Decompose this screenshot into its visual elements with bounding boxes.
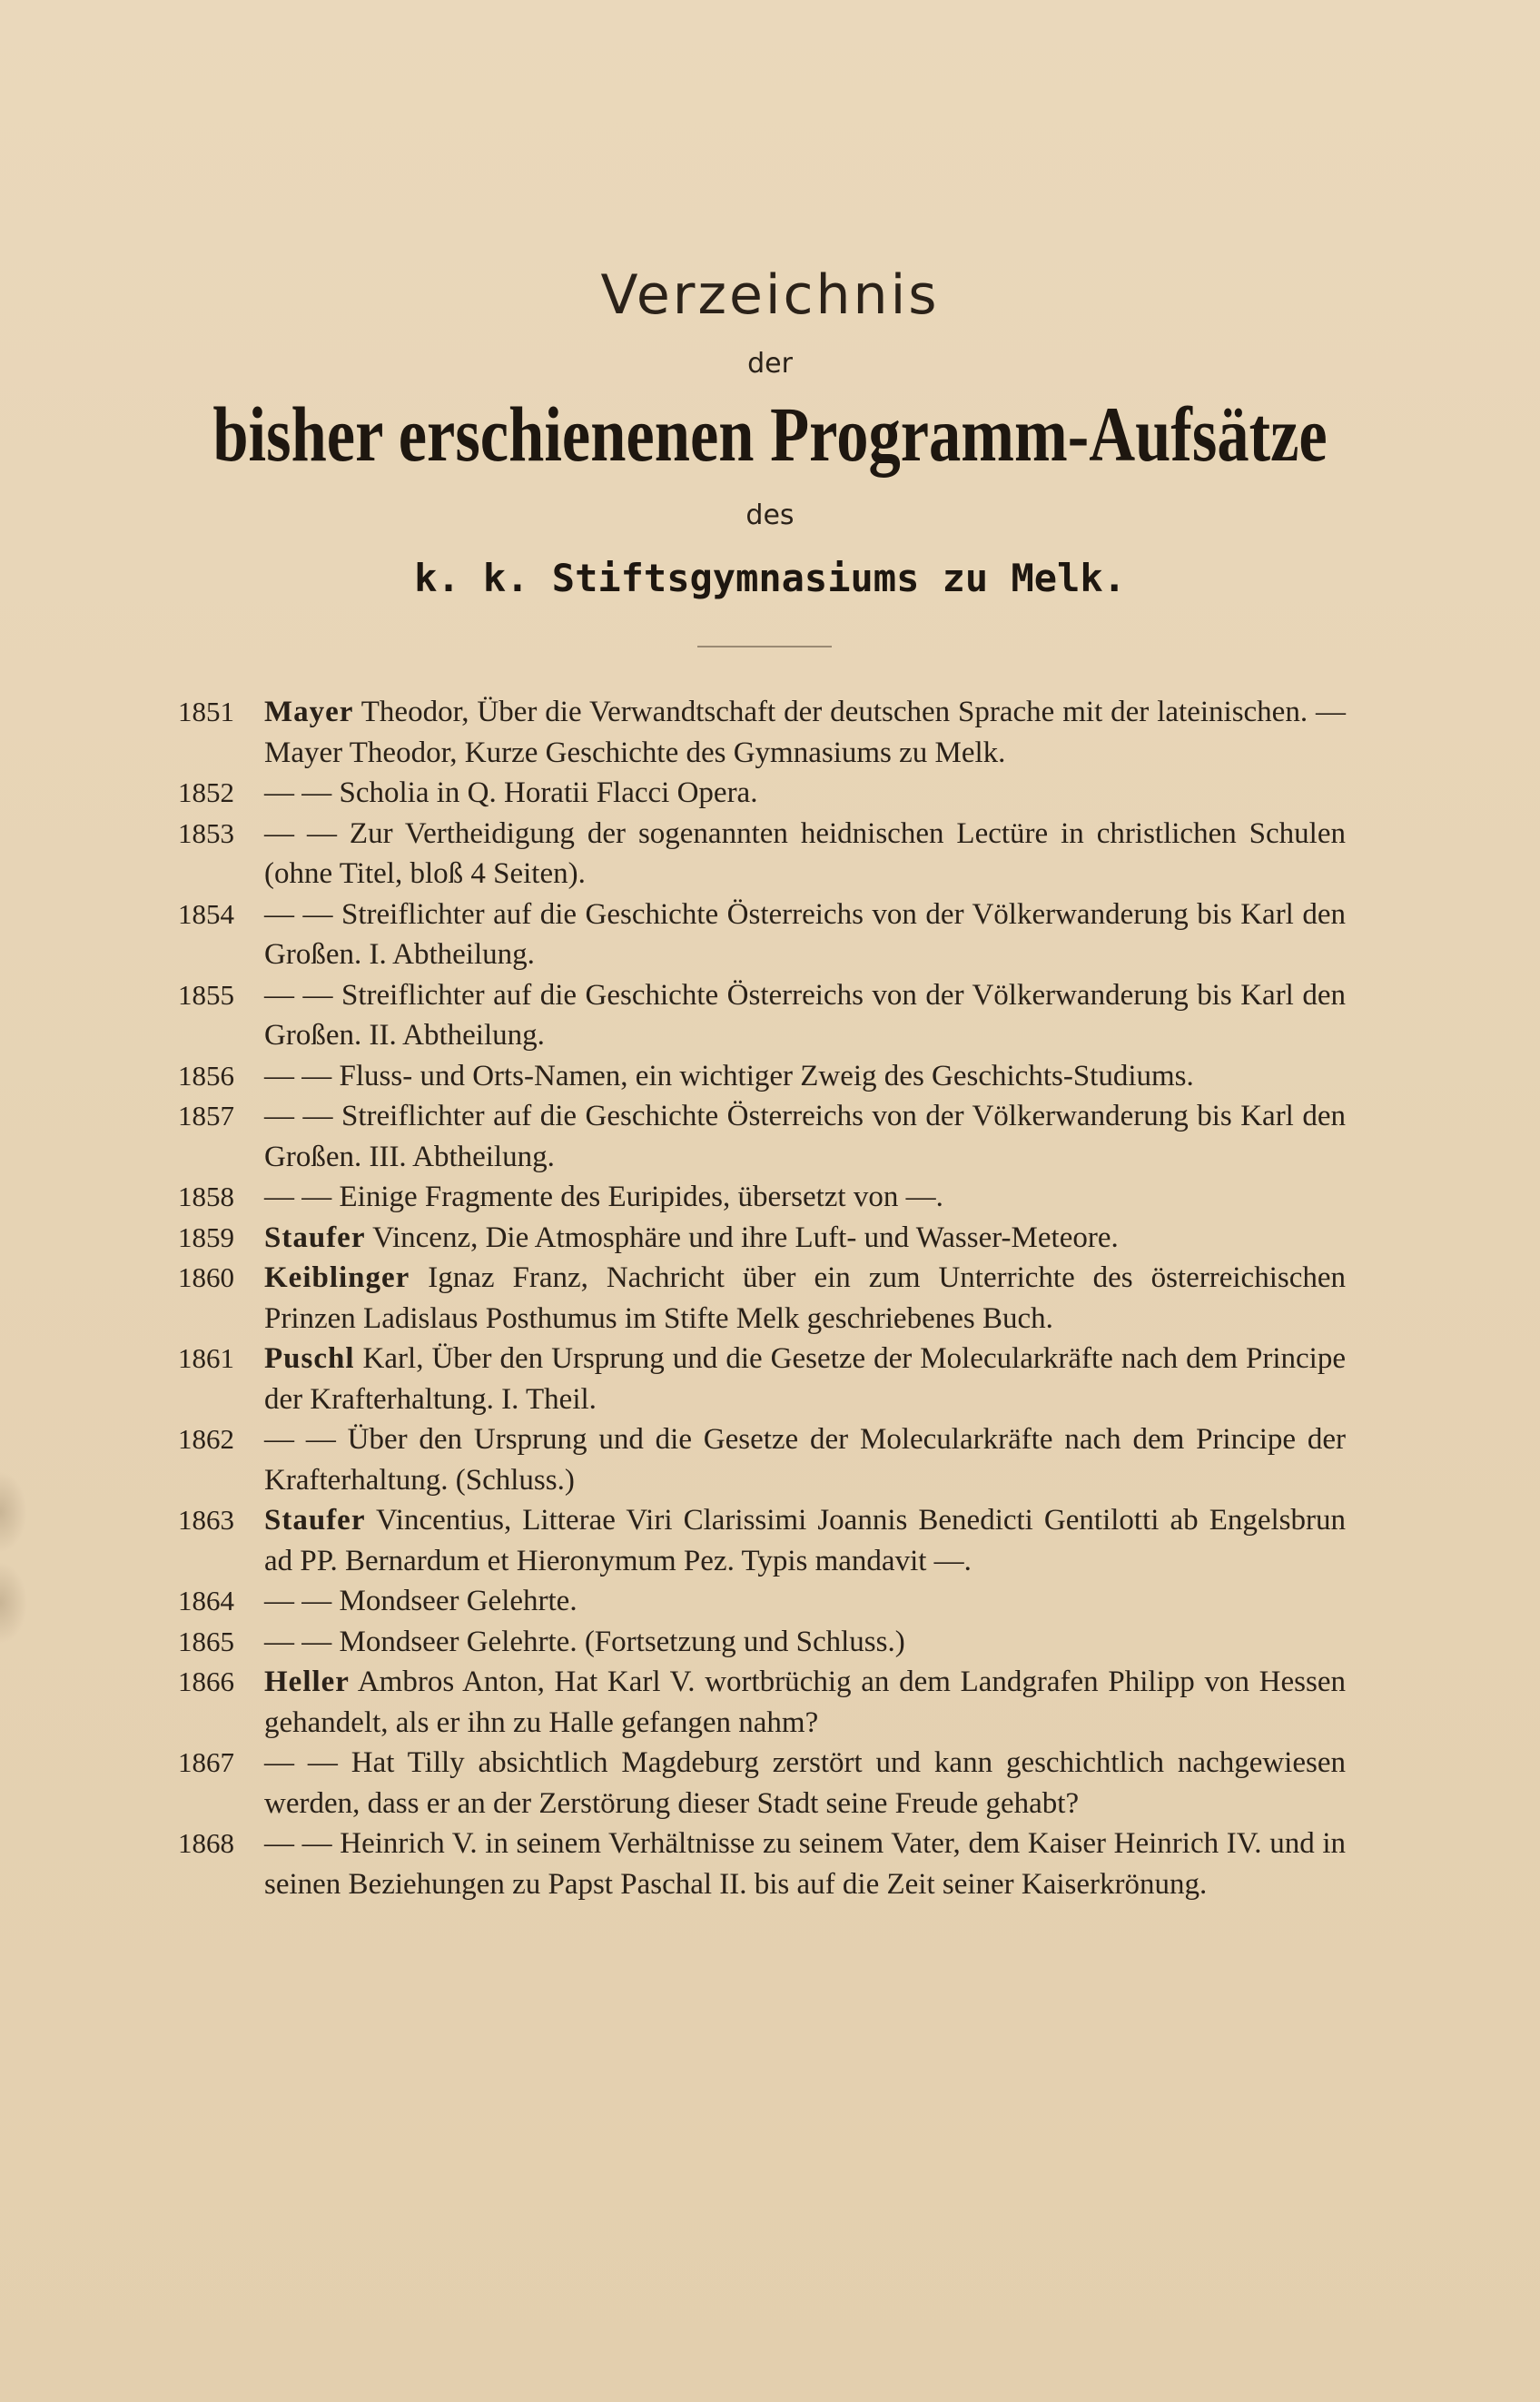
entry-year: 1855: [178, 978, 234, 1011]
entry-year: 1868: [178, 1827, 234, 1859]
list-item: [178, 1824, 1346, 1904]
list-item: [178, 975, 1346, 1056]
entry-year: 1852: [178, 776, 234, 808]
list-item: [178, 1581, 1346, 1622]
list-item: [178, 1258, 1346, 1339]
entry-author: Mayer: [264, 696, 354, 728]
list-item: [178, 1500, 1346, 1581]
list-item: [178, 814, 1346, 895]
entry-year: 1860: [178, 1261, 234, 1293]
heading-des: des: [745, 499, 795, 531]
entry-author: Puschl: [264, 1342, 355, 1375]
list-item: [178, 1339, 1346, 1419]
entry-year: 1866: [178, 1666, 234, 1697]
entry-author: Staufer: [264, 1221, 366, 1254]
heading-der: der: [747, 348, 793, 380]
entry-text: — — Streiflichter auf die Geschichte Österreichs von der Völkerwanderung bis Karl den Großen. III. Abtheilung.: [264, 1100, 1346, 1173]
entry-year: 1851: [178, 696, 234, 727]
entry-text: — — Streiflichter auf die Geschichte Österreichs von der Völkerwanderung bis Karl den Großen. II. Abtheilung.: [264, 978, 1346, 1052]
entry-text: Vincentius, Litterae Viri Clarissimi Joannis Benedicti Gentilotti ab Engelsbrun ad PP. Bernardum et Hieronymum Pez. Typis mandavit —.: [264, 1504, 1346, 1577]
entry-text: — — Einige Fragmente des Euripides, übersetzt von —.: [264, 1181, 943, 1213]
entry-text: Ambros Anton, Hat Karl V. wortbrüchig an dem Landgrafen Philipp von Hessen gehandelt, als er ihn zu Halle gefangen nahm?: [264, 1666, 1346, 1739]
entry-text: — — Streiflichter auf die Geschichte Österreichs von der Völkerwanderung bis Karl den Großen. I. Abtheilung.: [264, 897, 1346, 971]
list-item: [178, 1177, 1346, 1218]
entry-text: — — Fluss- und Orts-Namen, ein wichtiger Zweig des Geschichts-Studiums.: [264, 1059, 1194, 1092]
entry-text: Ignaz Franz, Nachricht über ein zum Unterrichte des österreichischen Prinzen Ladislaus Posthumus im Stifte Melk geschriebenes Buch.: [264, 1261, 1346, 1335]
entry-author: Heller: [264, 1666, 350, 1698]
entry-year: 1854: [178, 897, 234, 930]
heading-verzeichnis: Verzeichnis: [600, 263, 940, 327]
page-edge-stain: [0, 1562, 27, 1644]
entry-text: — — Mondseer Gelehrte.: [264, 1585, 578, 1617]
page-edge-stain: [0, 1471, 27, 1553]
entry-text: Theodor, Über die Verwandtschaft der deutschen Sprache mit der lateinischen. — Mayer Theodor, Kurze Geschichte des Gymnasiums zu Melk.: [264, 696, 1346, 769]
entry-year: 1863: [178, 1504, 234, 1536]
page-subtitle: k. k. Stiftsgymnasiums zu Melk.: [414, 556, 1126, 600]
divider-rule: [697, 646, 832, 647]
entry-author: Keiblinger: [264, 1261, 410, 1294]
entry-year: 1864: [178, 1585, 234, 1616]
entry-text: — — Scholia in Q. Horatii Flacci Opera.: [264, 776, 758, 809]
entry-text: Vincenz, Die Atmosphäre und ihre Luft- und Wasser-Meteore.: [365, 1221, 1119, 1254]
entry-year: 1862: [178, 1423, 234, 1455]
page-title: bisher erschienenen Programm-Aufsätze: [212, 390, 1328, 478]
entry-year: 1861: [178, 1342, 234, 1374]
list-item: [178, 1096, 1346, 1177]
entry-list: [178, 692, 1346, 1904]
list-item: [178, 1218, 1346, 1259]
list-item: [178, 1056, 1346, 1097]
entry-year: 1867: [178, 1746, 234, 1778]
entry-text: — — Über den Ursprung und die Gesetze der Molecularkräfte nach dem Principe der Krafterhaltung. (Schluss.): [264, 1423, 1346, 1497]
entry-year: 1856: [178, 1059, 234, 1092]
entry-text: — — Mondseer Gelehrte. (Fortsetzung und Schluss.): [264, 1625, 905, 1658]
list-item: [178, 1419, 1346, 1500]
list-item: [178, 773, 1346, 814]
entry-text: — — Heinrich V. in seinem Verhältnisse zu seinem Vater, dem Kaiser Heinrich IV. und in seinen Beziehungen zu Papst Paschal II. bis auf die Zeit seiner Kaiserkrönung.: [264, 1827, 1346, 1901]
list-item: [178, 692, 1346, 773]
list-item: [178, 1662, 1346, 1743]
entry-text: — — Hat Tilly absichtlich Magdeburg zerstört und kann geschichtlich nachgewiesen werden, dass er an der Zerstörung dieser Stadt seine Freude gehabt?: [264, 1746, 1346, 1820]
entry-author: Staufer: [264, 1504, 366, 1537]
list-item: [178, 895, 1346, 975]
entry-year: 1858: [178, 1181, 234, 1212]
entry-year: 1853: [178, 816, 234, 849]
entry-year: 1865: [178, 1625, 234, 1657]
entry-year: 1857: [178, 1100, 234, 1132]
list-item: [178, 1622, 1346, 1663]
list-item: [178, 1743, 1346, 1824]
entry-text: Karl, Über den Ursprung und die Gesetze der Molecularkräfte nach dem Principe der Krafterhaltung. I. Theil.: [264, 1342, 1346, 1416]
entry-text: — — Zur Vertheidigung der sogenannten heidnischen Lectüre in christlichen Schulen (ohne Titel, bloß 4 Seiten).: [264, 816, 1346, 890]
entry-year: 1859: [178, 1221, 234, 1253]
